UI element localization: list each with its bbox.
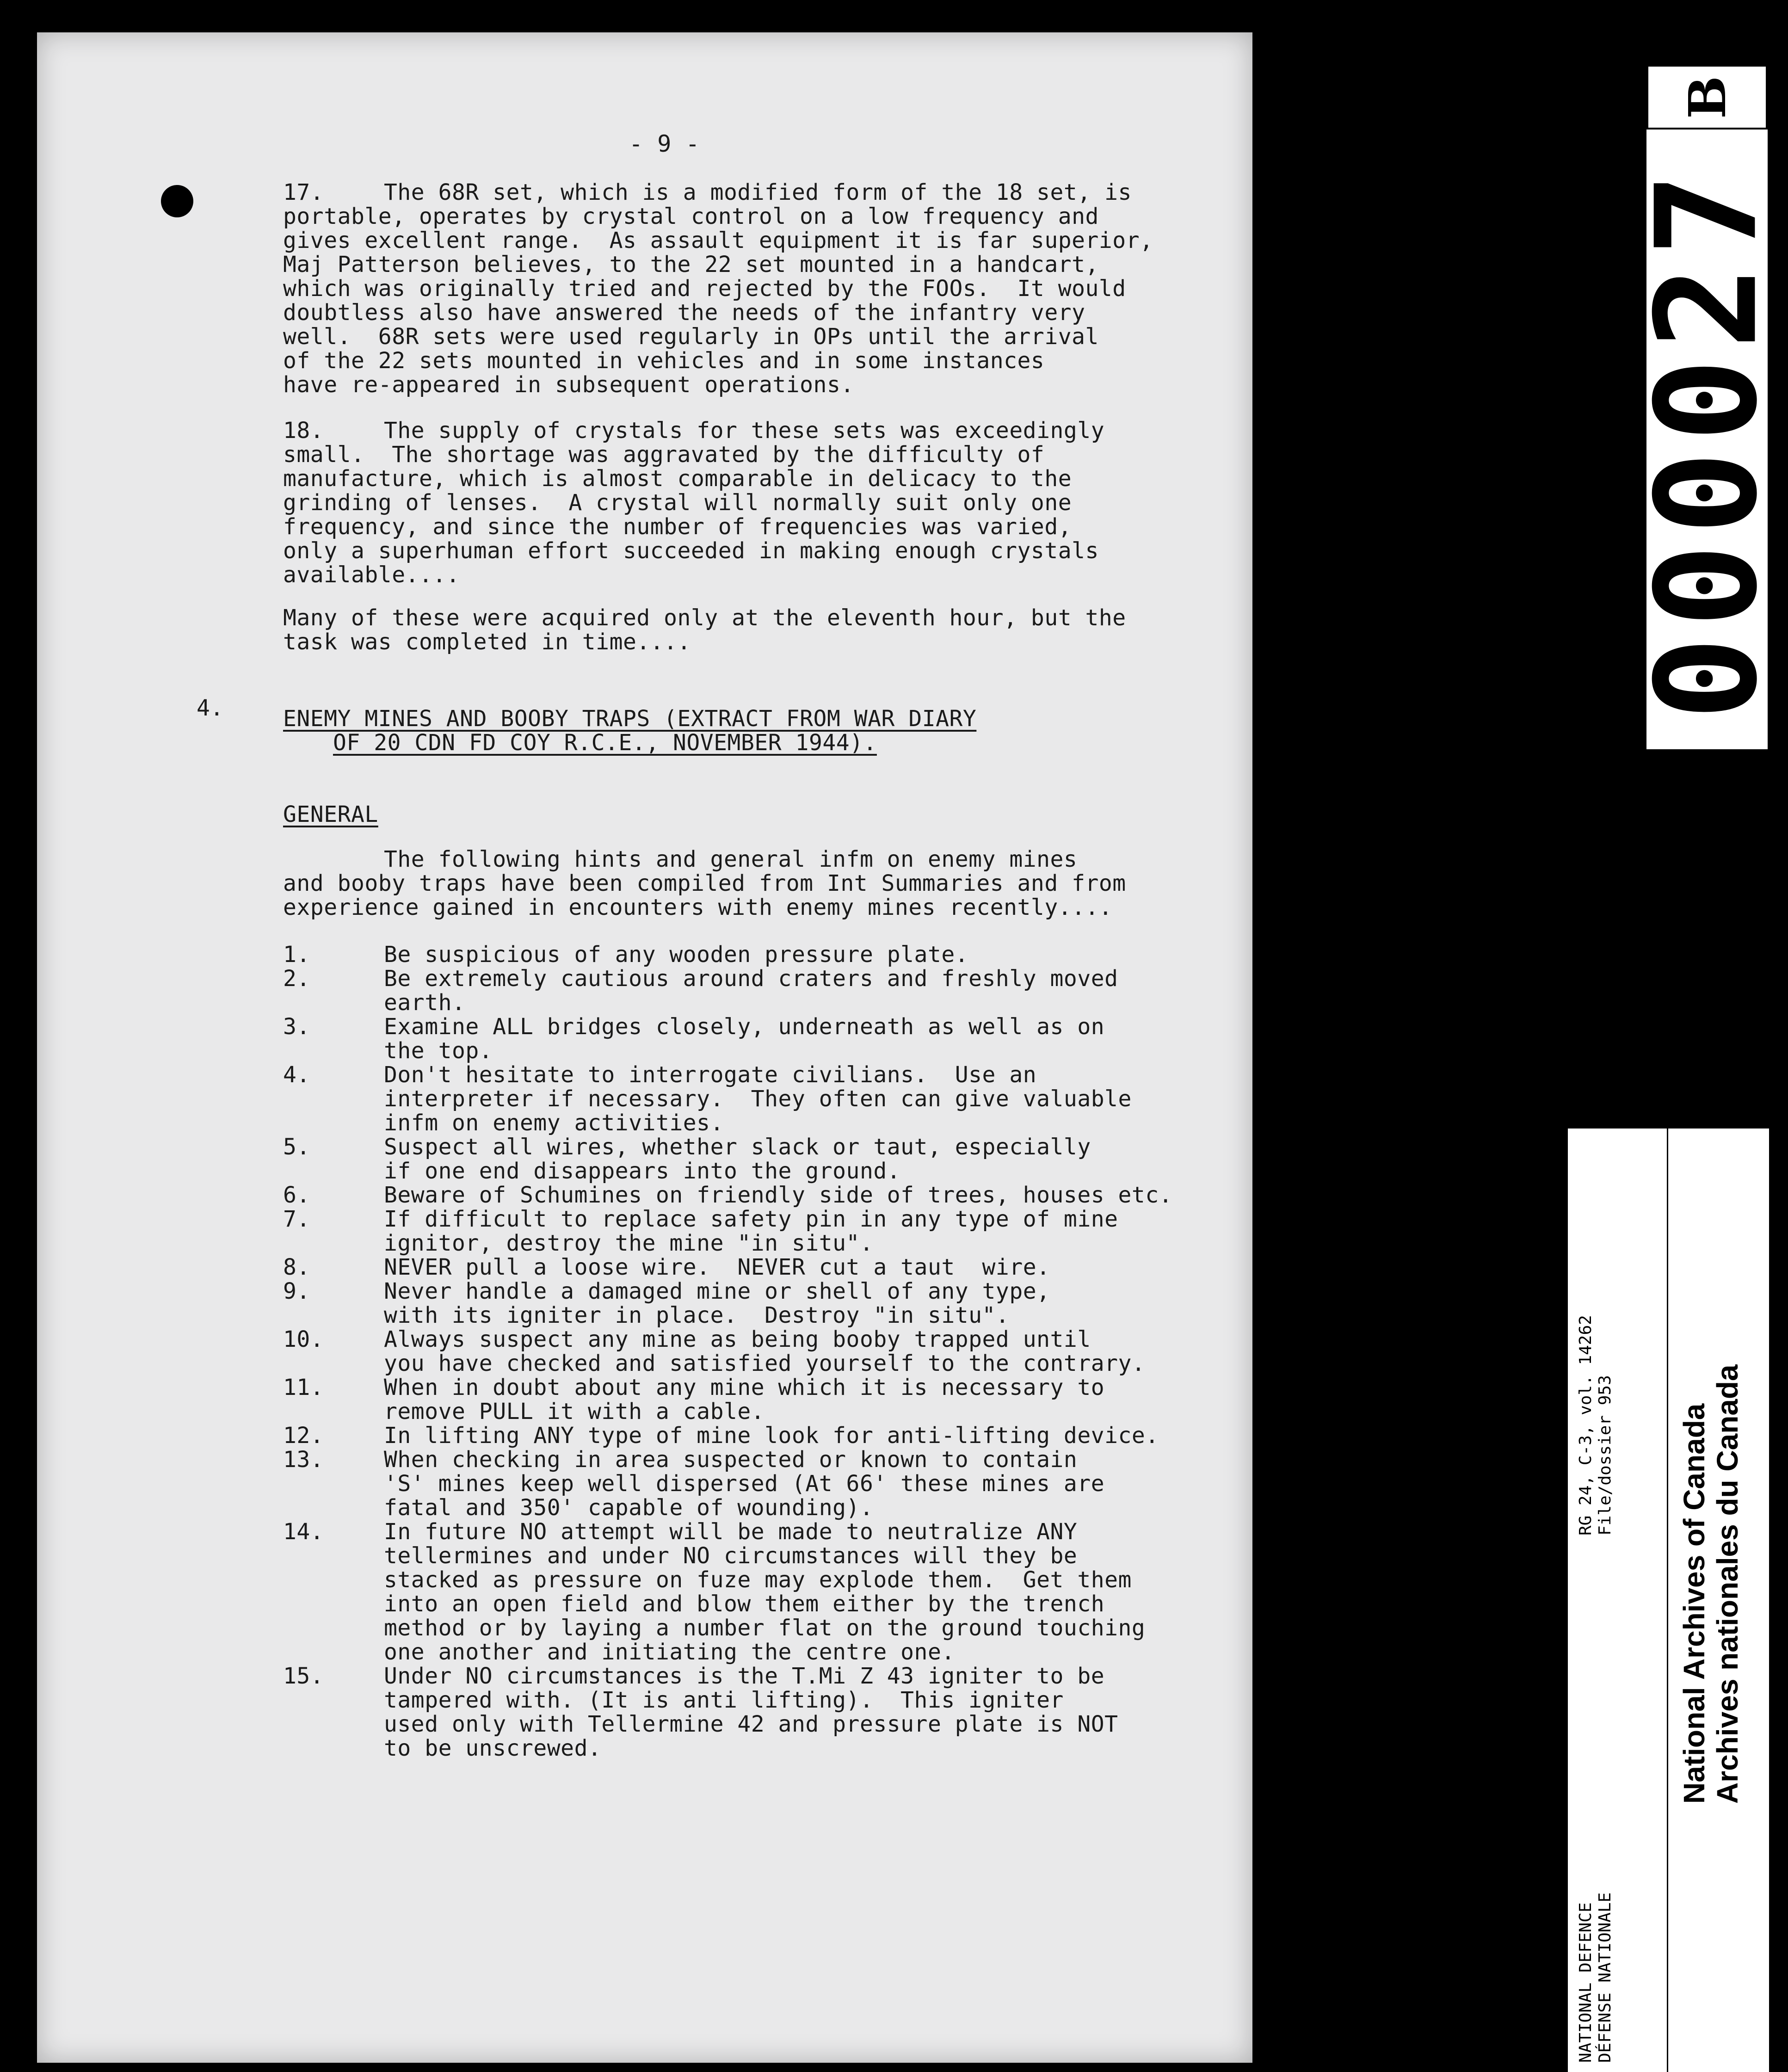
hint-line: In lifting ANY type of mine look for anti-lifting device.	[384, 1423, 1159, 1449]
hint-number: 5.	[283, 1134, 310, 1160]
hint-line: method or by laying a number flat on the ground touching	[384, 1615, 1146, 1641]
hint-number: 2.	[283, 966, 310, 992]
paragraph-line: Maj Patterson believes, to the 22 set mounted in a handcart,	[283, 252, 1099, 278]
hint-line: Beware of Schumines on friendly side of trees, houses etc.	[384, 1182, 1173, 1208]
hint-line: When in doubt about any mine which it is necessary to	[384, 1375, 1105, 1400]
paragraph-number: 17.	[283, 179, 324, 205]
paragraph-line: The supply of crystals for these sets was exceedingly	[384, 418, 1105, 444]
hint-number: 13.	[283, 1447, 324, 1473]
ref-line1: RG 24, C-3, vol. 14262	[1576, 1315, 1595, 1536]
paragraph-line: Many of these were acquired only at the eleventh hour, but the	[283, 605, 1126, 631]
archive-number: 000027	[1626, 163, 1788, 720]
archive-letter: B	[1677, 75, 1737, 119]
paragraph-line: doubtless also have answered the needs of the infantry very	[283, 300, 1085, 326]
archives-line2: Archives nationales du Canada	[1711, 1364, 1744, 1804]
hint-line: if one end disappears into the ground.	[384, 1158, 901, 1184]
dept-label	[1576, 1893, 1615, 2063]
hint-line: with its igniter in place. Destroy "in situ".	[384, 1302, 1010, 1328]
hint-line: remove PULL it with a cable.	[384, 1399, 765, 1424]
hint-line: Suspect all wires, whether slack or taut, especially	[384, 1134, 1091, 1160]
hint-line: earth.	[384, 990, 466, 1016]
paragraph-line: which was originally tried and rejected by the FOOs. It would	[283, 276, 1126, 302]
hint-line: to be unscrewed.	[384, 1735, 602, 1761]
hint-line: you have checked and satisfied yourself to the contrary.	[384, 1350, 1146, 1376]
hint-line: used only with Tellermine 42 and pressure plate is NOT	[384, 1711, 1118, 1737]
hint-line: Examine ALL bridges closely, underneath as well as on	[384, 1014, 1105, 1040]
hint-line: infm on enemy activities.	[384, 1110, 724, 1136]
archives-label	[1677, 1364, 1744, 1804]
ref-label	[1576, 1315, 1615, 1536]
hint-line: the top.	[384, 1038, 493, 1064]
ref-line2: File/dossier 953	[1596, 1375, 1615, 1536]
hint-line: ignitor, destroy the mine "in situ".	[384, 1230, 874, 1256]
hint-line: interpreter if necessary. They often can give valuable	[384, 1086, 1132, 1112]
hint-number: 9.	[283, 1278, 310, 1304]
archives-line1: National Archives of Canada	[1677, 1403, 1711, 1804]
hint-number: 11.	[283, 1375, 324, 1400]
paragraph-line: available....	[283, 562, 460, 588]
dept-line1: NATIONAL DEFENCE	[1576, 1902, 1595, 2063]
hint-number: 7.	[283, 1206, 310, 1232]
archives-block	[1667, 1128, 1769, 2072]
hint-number: 12.	[283, 1423, 324, 1449]
paragraph-line: task was completed in time....	[283, 629, 691, 655]
hint-line: into an open field and blow them either by the trench	[384, 1591, 1105, 1617]
page-number: - 9 -	[629, 130, 700, 157]
hint-number: 1.	[283, 942, 310, 968]
hint-line: tampered with. (It is anti lifting). This igniter	[384, 1687, 1064, 1713]
hint-line: In future NO attempt will be made to neutralize ANY	[384, 1519, 1078, 1545]
paragraph-line: well. 68R sets were used regularly in OPs until the arrival	[283, 324, 1099, 350]
paragraph-line: only a superhuman effort succeeded in making enough crystals	[283, 538, 1099, 564]
paragraph-line: have re-appeared in subsequent operations.	[283, 372, 854, 398]
hint-line: NEVER pull a loose wire. NEVER cut a taut wire.	[384, 1254, 1050, 1280]
hint-line: one another and initiating the centre one.	[384, 1639, 955, 1665]
intro-line: experience gained in encounters with enemy mines recently....	[283, 894, 1113, 920]
punch-hole	[161, 185, 193, 217]
hint-line: When checking in area suspected or known to contain	[384, 1447, 1078, 1473]
hint-line: If difficult to replace safety pin in any type of mine	[384, 1206, 1118, 1232]
archive-letter-box	[1646, 65, 1768, 130]
section-number: 4.	[197, 695, 224, 721]
hint-line: Don't hesitate to interrogate civilians. Use an	[384, 1062, 1037, 1088]
dept-line2: DÉFENSE NATIONALE	[1596, 1892, 1615, 2063]
hint-number: 4.	[283, 1062, 310, 1088]
hint-number: 3.	[283, 1014, 310, 1040]
paragraph-line: frequency, and since the number of frequencies was varied,	[283, 514, 1072, 540]
paragraph-line: of the 22 sets mounted in vehicles and in some instances	[283, 348, 1045, 374]
general-heading: GENERAL	[283, 802, 378, 827]
section-title-line2: OF 20 CDN FD COY R.C.E., NOVEMBER 1944).	[333, 730, 877, 756]
hint-line: fatal and 350' capable of wounding).	[384, 1495, 874, 1521]
paragraph-line: portable, operates by crystal control on a low frequency and	[283, 204, 1099, 229]
hint-line: tellermines and under NO circumstances will they be	[384, 1543, 1078, 1569]
hint-line: Be suspicious of any wooden pressure plate.	[384, 942, 969, 968]
hint-line: Be extremely cautious around craters and freshly moved	[384, 966, 1118, 992]
hint-number: 10.	[283, 1326, 324, 1352]
paragraph-line: gives excellent range. As assault equipment it is far superior,	[283, 228, 1153, 253]
paragraph-line: grinding of lenses. A crystal will normally suit only one	[283, 490, 1072, 516]
hint-line: stacked as pressure on fuze may explode them. Get them	[384, 1567, 1132, 1593]
hint-number: 15.	[283, 1663, 324, 1689]
hint-line: Under NO circumstances is the T.Mi Z 43 igniter to be	[384, 1663, 1105, 1689]
hint-number: 14.	[283, 1519, 324, 1545]
paragraph-line: The 68R set, which is a modified form of the 18 set, is	[384, 179, 1132, 205]
paragraph-line: manufacture, which is almost comparable in delicacy to the	[283, 466, 1072, 492]
section-title-line1: ENEMY MINES AND BOOBY TRAPS (EXTRACT FROM WAR DIARY	[283, 706, 977, 732]
archive-number-box	[1626, 134, 1788, 749]
hint-number: 8.	[283, 1254, 310, 1280]
intro-line: and booby traps have been compiled from Int Summaries and from	[283, 870, 1126, 896]
hint-number: 6.	[283, 1182, 310, 1208]
hint-line: 'S' mines keep well dispersed (At 66' these mines are	[384, 1471, 1105, 1497]
paragraph-number: 18.	[283, 418, 324, 444]
hint-line: Always suspect any mine as being booby trapped until	[384, 1326, 1091, 1352]
hint-line: Never handle a damaged mine or shell of any type,	[384, 1278, 1050, 1304]
paragraph-line: small. The shortage was aggravated by the difficulty of	[283, 442, 1045, 468]
intro-line: The following hints and general infm on enemy mines	[384, 846, 1078, 872]
